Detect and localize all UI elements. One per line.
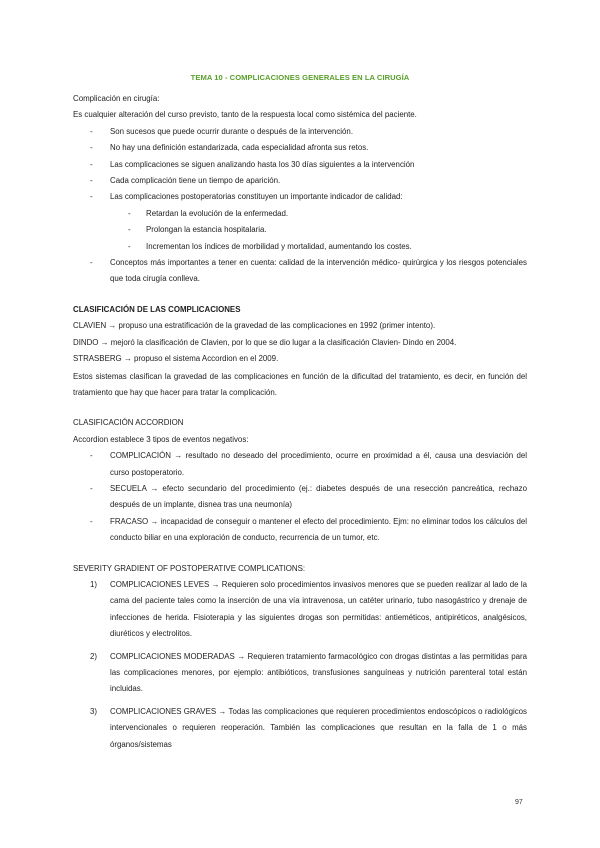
bullet-marker: - [128, 208, 131, 218]
number-marker: 3) [90, 706, 98, 716]
numbered-item: 2) COMPLICACIONES MODERADAS → Requieren tratamiento farmacológico con drogas distintas a las permitidas para las complicaciones menores, por ejemplo: antibióticos, transfusiones sanguíneas y nutrición parenteral total están incluidas. [73, 649, 527, 698]
sub-list-item: - Prolongan la estancia hospitalaria. [73, 222, 527, 238]
bullet-marker: - [128, 241, 131, 251]
strasberg-line: STRASBERG → propuso el sistema Accordion en el 2009. [73, 354, 279, 364]
number-marker: 1) [90, 579, 98, 589]
list-item: - Son sucesos que puede ocurrir durante o después de la intervención. [73, 124, 527, 140]
bullet-marker: - [90, 143, 93, 153]
sub-list-item: - Retardan la evolución de la enfermedad. [73, 206, 527, 222]
list-item: - COMPLICACIÓN → resultado no deseado del procedimiento, ocurre en proximidad a él, causa una desviación del curso postoperatorio. [73, 448, 527, 481]
list-item: - FRACASO → incapacidad de conseguir o mantener el efecto del procedimiento. Ejm: no eliminar todos los cálculos del conducto biliar en una exploración de conducto, recurrencia de un tumor, etc. [73, 514, 527, 547]
list-item: - Las complicaciones se siguen analizando hasta los 30 días siguientes a la intervención [73, 157, 527, 173]
page-title: TEMA 10 - COMPLICACIONES GENERALES EN LA CIRUGÍA [190, 73, 410, 82]
list-item: - No hay una definición estandarizada, cada especialidad afronta sus retos. [73, 140, 527, 156]
number-marker: 2) [90, 651, 98, 661]
bullet-marker: - [90, 258, 93, 268]
intro-definition: Es cualquier alteración del curso previsto, tanto de la respuesta local como sistémica del paciente. [73, 110, 417, 120]
bullet-marker: - [90, 516, 93, 526]
numbered-item: 1) COMPLICACIONES LEVES → Requieren solo procedimientos invasivos menores que se pueden realizar al lado de la cama del paciente tales como la inserción de una vía intravenosa, un catéter urinario, tubo nasogástrico y drenaje de infecciones de herida. Fisioterapia y las siguientes drogas son permitidas: antieméticos, antipiréticos, analgésicos, diuréticos y electrolitos. [73, 577, 527, 643]
bullet-marker: - [90, 126, 93, 136]
bullet-marker: - [90, 483, 93, 493]
list-item: - Cada complicación tiene un tiempo de aparición. [73, 173, 527, 189]
section-heading-severity: SEVERITY GRADIENT OF POSTOPERATIVE COMPLICATIONS: [73, 563, 306, 573]
list-item: - SECUELA → efecto secundario del procedimiento (ej.: diabetes después de una resección pancreática, rechazo después de un implante, disnea tras una neumonía) [73, 481, 527, 514]
dindo-line: DINDO → mejoró la clasificación de Clavien, por lo que se dio lugar a la clasificación Clavien- Dindo en 2004. [73, 337, 457, 347]
bullet-marker: - [90, 192, 93, 202]
clavien-line: CLAVIEN → propuso una estratificación de la gravedad de las complicaciones en 1992 (primer intento). [73, 321, 436, 331]
list-item: - Las complicaciones postoperatorias constituyen un importante indicador de calidad: [73, 189, 527, 205]
list-item: - Conceptos más importantes a tener en cuenta: calidad de la intervención médico- quirúrgica y los riesgos potenciales que toda cirugía conlleva. [73, 255, 527, 288]
intro-heading: Complicación en cirugía: [73, 94, 160, 103]
bullet-marker: - [90, 451, 93, 461]
section-heading-accordion: CLASIFICACIÓN ACCORDION [73, 418, 184, 428]
page-number: 97 [515, 799, 523, 806]
clasificacion-paragraph: Estos sistemas clasifican la gravedad de las complicaciones en función de la dificultad del tratamiento, es decir, en función del tratamiento que hay que hacer para tratar la complicación. [73, 371, 527, 397]
sub-list-item: - Incrementan los índices de morbilidad y mortalidad, aumentando los costes. [73, 239, 527, 255]
accordion-intro: Accordion establece 3 tipos de eventos negativos: [73, 434, 249, 444]
bullet-marker: - [90, 159, 93, 169]
page-content [73, 72, 527, 753]
section-heading-clasificacion: CLASIFICACIÓN DE LAS COMPLICACIONES [73, 304, 241, 314]
bullet-marker: - [90, 176, 93, 186]
numbered-item: 3) COMPLICACIONES GRAVES → Todas las complicaciones que requieren procedimientos endoscópicos o radiológicos intervencionales o requieren reoperación. También las complicaciones que resultan en la falla de 1 o más órganos/sistemas [73, 704, 527, 753]
bullet-marker: - [128, 225, 131, 235]
